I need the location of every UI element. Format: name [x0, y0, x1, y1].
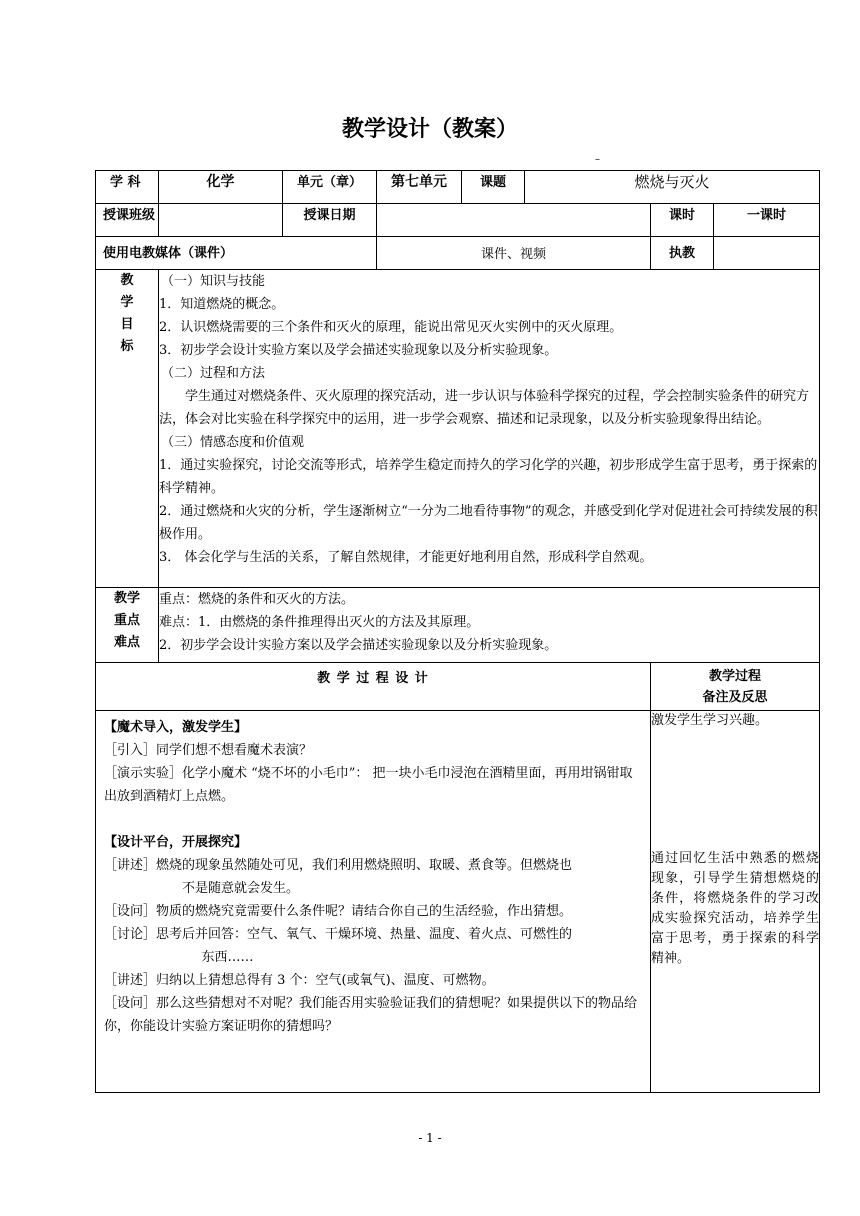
process-line: ［讨论］思考后并回答：空气、氧气、干燥环境、热量、温度、着火点、可燃性的 — [104, 927, 573, 942]
remarks-content — [651, 711, 820, 1093]
objectives-content — [159, 270, 820, 588]
process-line: ［讲述］归纳以上猜想总得有 3 个：空气(或氧气)、温度、可燃物。 — [104, 973, 495, 988]
objective-line: 3． 体会化学与生活的关系，了解自然规律，才能更好地利用自然，形成科学自然观。 — [159, 550, 653, 565]
process-line-continued: 不是随意就会发生。 — [182, 881, 300, 896]
topic-label: 课题 — [462, 171, 525, 204]
topic-value: 燃烧与灭火 — [525, 171, 820, 204]
section-title: 【魔术导入，激发学生】 — [104, 720, 248, 735]
process-line: ［讲述］燃烧的现象虽然随处可见，我们利用燃烧照明、取暖、煮食等。但燃烧也 — [104, 858, 573, 873]
objective-paragraph: 学生通过对燃烧条件、灭火原理的探究活动，进一步认识与体验科学探究的过程，学会控制实验条件的研究方法，体会对比实验在科学探究中的运用，进一步学会观察、描述和记录现象，以及分析实验现象得出结论。 — [159, 389, 810, 427]
header-row-2 — [96, 204, 820, 237]
unit-label: 单元（章） — [283, 171, 377, 204]
key-points-label — [96, 588, 159, 663]
dash-mark: – — [595, 154, 600, 165]
process-line-continued: 东西…… — [201, 950, 254, 965]
key-points-label-line: 教学 — [113, 591, 140, 606]
page-number: - 1 - — [418, 1131, 442, 1145]
process-content — [96, 711, 651, 1093]
teacher-value — [714, 237, 820, 270]
process-line: ［演示实验］化学小魔术 “烧不坏的小毛巾”： 把一块小毛巾浸泡在酒精里面，再用坩锅钳取出放到酒精灯上点燃。 — [104, 766, 633, 804]
key-points-label-line: 重点 — [113, 613, 140, 628]
objectives-label-char: 学 — [120, 295, 134, 310]
objective-line: 1．知道燃烧的概念。 — [159, 297, 285, 312]
key-point-line: 2．初步学会设计实验方案以及学会描述实验现象以及分析实验现象。 — [159, 638, 558, 653]
teacher-label: 执教 — [651, 237, 714, 270]
blank-line — [104, 808, 642, 831]
process-line: ［设问］那么这些猜想对不对呢？我们能否用实验验证我们的猜想呢？如果提供以下的物品给你，你能设计实验方案证明你的猜想吗？ — [104, 996, 638, 1034]
key-point-line: 难点：1．由燃烧的条件推理得出灭火的方法及其原理。 — [159, 615, 480, 630]
header-row-3 — [96, 237, 820, 270]
key-points-content — [159, 588, 820, 663]
objectives-label-char: 目 — [120, 317, 134, 332]
media-label: 使用电教媒体（课件） — [96, 237, 377, 270]
hours-value: 一课时 — [714, 204, 820, 237]
section-title: 【设计平台，开展探究】 — [104, 835, 248, 850]
subject-value: 化学 — [159, 171, 283, 204]
process-line: ［设问］物质的燃烧究竟需要什么条件呢？请结合你自己的生活经验，作出猜想。 — [104, 904, 573, 919]
objective-heading: （三）情感态度和价值观 — [161, 435, 305, 450]
process-header-right — [651, 663, 820, 711]
document-title: 教学设计（教案） — [341, 117, 518, 142]
process-line: ［引入］同学们想不想看魔术表演？ — [104, 743, 313, 758]
key-point-line: 重点：燃烧的条件和灭火的方法。 — [159, 592, 355, 607]
process-header-right-line2: 备注及反思 — [702, 690, 768, 705]
subject-label: 学 科 — [96, 171, 159, 204]
objectives-label — [96, 270, 159, 588]
objective-paragraph: 1．通过实验探究，讨论交流等形式，培养学生稳定而持久的学习化学的兴趣，初步形成学生富于思考，勇于探索的科学精神。 — [159, 458, 818, 496]
remark-2: 通过回忆生活中熟悉的燃烧现象，引导学生猜想燃烧的条件，将燃烧条件的学习改成实验探究活动，培养学生富于思考，勇于探索的科学精神。 — [651, 851, 820, 966]
remark-1: 激发学生学习兴趣。 — [651, 713, 769, 728]
unit-value: 第七单元 — [377, 171, 462, 204]
date-label: 授课日期 — [283, 204, 377, 237]
objective-heading: （二）过程和方法 — [161, 366, 266, 381]
process-header-left: 教 学 过 程 设 计 — [96, 663, 651, 711]
hours-label: 课时 — [651, 204, 714, 237]
process-header-right-line1: 教学过程 — [709, 669, 762, 684]
objective-line: 3．初步学会设计实验方案以及学会描述实验现象以及分析实验现象。 — [159, 343, 558, 358]
lesson-plan-table — [95, 170, 820, 1093]
objective-paragraph: 2．通过燃烧和火灾的分析，学生逐渐树立“一分为二地看待事物”的观念，并感受到化学对促进社会可持续发展的积极作用。 — [159, 504, 818, 542]
class-value — [159, 204, 283, 237]
date-value — [377, 204, 651, 237]
process-row — [96, 711, 820, 1093]
objectives-row — [96, 270, 820, 588]
process-header-row — [96, 663, 820, 711]
objectives-label-char: 教 — [120, 273, 134, 288]
key-points-row — [96, 588, 820, 663]
key-points-label-line: 难点 — [113, 635, 140, 650]
header-row-1 — [96, 171, 820, 204]
media-value: 课件、视频 — [377, 237, 651, 270]
objectives-label-char: 标 — [120, 339, 134, 354]
objective-heading: （一）知识与技能 — [161, 274, 266, 289]
class-label: 授课班级 — [96, 204, 159, 237]
objective-line: 2．认识燃烧需要的三个条件和灭火的原理，能说出常见灭火实例中的灭火原理。 — [159, 320, 623, 335]
